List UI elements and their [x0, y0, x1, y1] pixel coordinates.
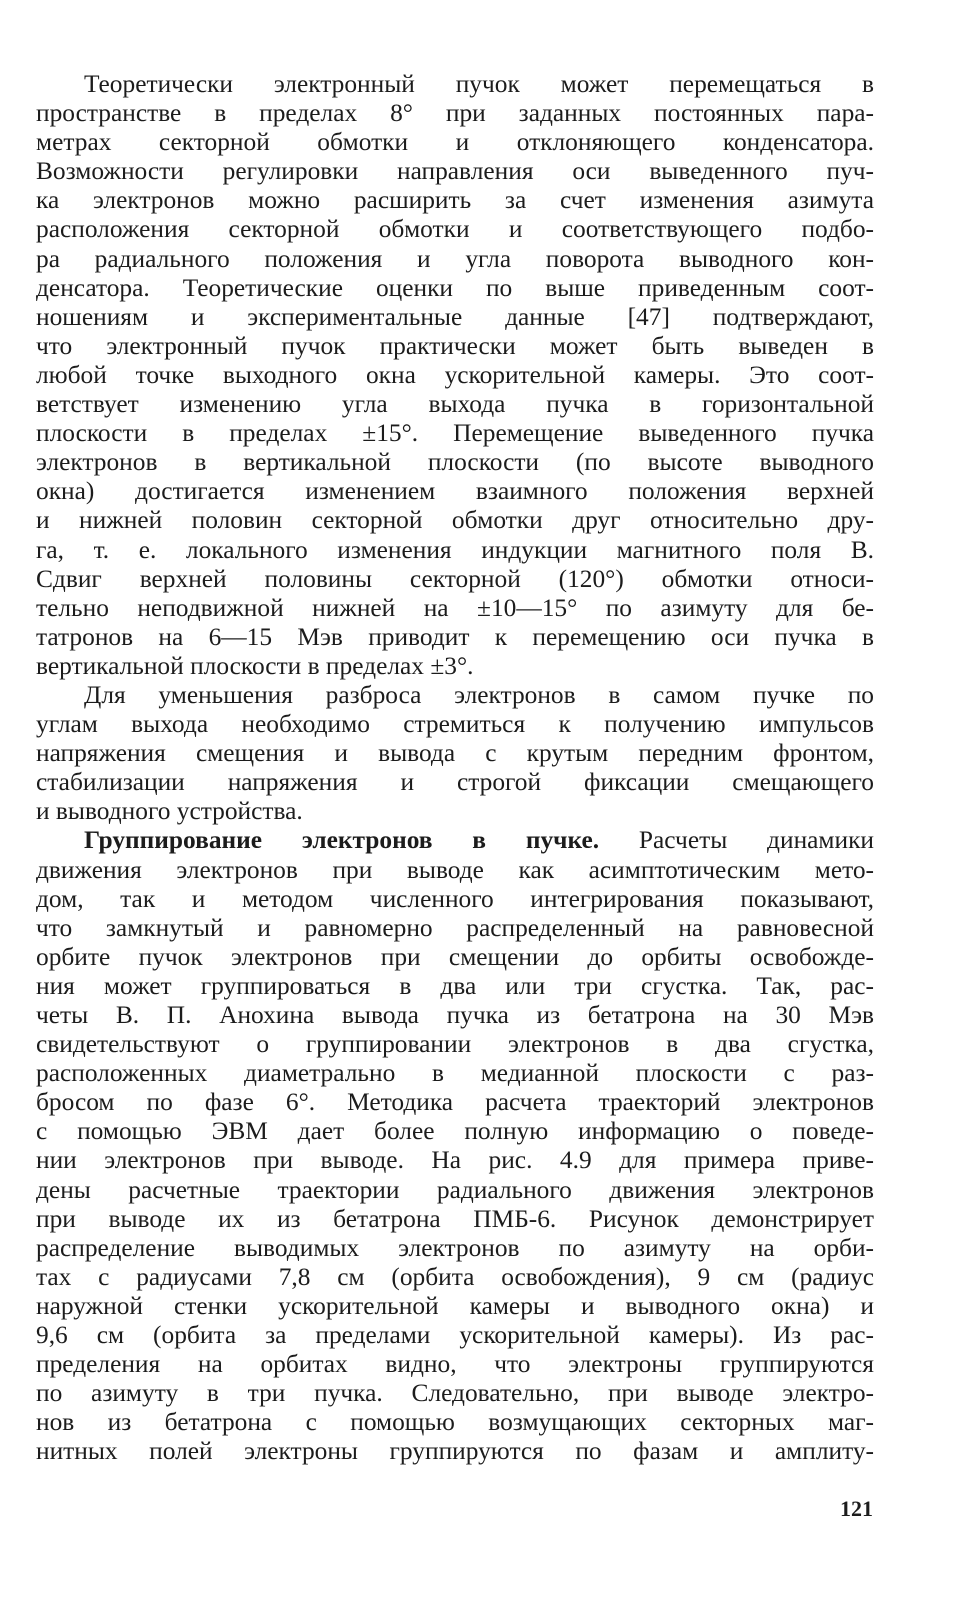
text-line: ка электронов можно расширить за счет изменения азимута — [36, 186, 874, 215]
text-line: напряжения смещения и вывода с крутым передним фронтом, — [36, 739, 874, 768]
text-line: вертикальной плоскости в пределах ±3°. — [36, 651, 474, 680]
text-line: 9,6 см (орбита за пределами ускорительной камеры). Из рас- — [36, 1321, 874, 1350]
text-line: бросом по фазе 6°. Методика расчета траекторий электронов — [36, 1088, 874, 1117]
text-line: тах с радиусами 7,8 см (орбита освобождения), 9 см (радиус — [36, 1262, 874, 1291]
text-line: Сдвиг верхней половины секторной (120°) обмотки относи- — [36, 564, 874, 593]
text-line: га, т. е. локального изменения индукции магнитного поля B. — [36, 535, 874, 564]
text-line: пространстве в пределах 8° при заданных постоянных пара- — [36, 99, 874, 128]
text-line: движения электронов при выводе как асимптотическим мето- — [36, 855, 874, 884]
text-line: что электронный пучок практически может быть выведен в — [36, 331, 874, 360]
text-line: четы В. П. Анохина вывода пучка из бетатрона на 30 Мэв — [36, 1001, 874, 1029]
text-line: плоскости в пределах ±15°. Перемещение выведенного пучка — [36, 419, 874, 448]
text-line: Возможности регулировки направления оси выведенного пуч- — [36, 157, 874, 186]
text-line: орбите пучок электронов при смещении до орбиты освобожде- — [36, 942, 874, 971]
text-line: расположенных диаметрально в медианной плоскости с раз- — [36, 1059, 874, 1088]
text-line: распределение выводимых электронов по азимуту на орби- — [36, 1233, 874, 1262]
text-line: ра радиального положения и угла поворота выводного кон- — [36, 244, 874, 273]
text-line: наружной стенки ускорительной камеры и выводного окна) и — [36, 1291, 874, 1320]
paragraph-first-line — [36, 826, 874, 855]
text-line: что замкнутый и равномерно распределенный на равновесной — [36, 913, 874, 942]
text-line: Для уменьшения разброса электронов в самом пучке по — [84, 680, 874, 709]
paragraph-beam-deflection — [36, 70, 874, 681]
text-line: ветствует изменению угла выхода пучка в горизонтальной — [36, 390, 874, 419]
text-line: нитных полей электроны группируются по фазам и амплиту- — [36, 1437, 874, 1466]
text-line: метрах секторной обмотки и отклоняющего конденсатора. — [36, 128, 874, 157]
text-line: татронов на 6—15 Мэв приводит к перемещению оси пучка в — [36, 622, 874, 651]
text-line: пределения на орбитах видно, что электроны группируются — [36, 1350, 874, 1379]
paragraph-spread-reduction — [36, 681, 874, 826]
text-line: свидетельствуют о группировании электронов в два сгустка, — [36, 1030, 874, 1059]
text-line: окна) достигается изменением взаимного положения верхней — [36, 477, 874, 506]
text-line: стабилизации напряжения и строгой фиксации смещающего — [36, 768, 874, 797]
text-line: ношениям и экспериментальные данные [47] подтверждают, — [36, 302, 874, 331]
text-line: любой точке выходного окна ускорительной камеры. Это соот- — [36, 360, 874, 389]
text-line: нии электронов при выводе. На рис. 4.9 для примера приве- — [36, 1146, 874, 1175]
section-heading: Группирование электронов в пучке. — [84, 826, 600, 855]
text-line: денсатора. Теоретические оценки по выше приведенным соот- — [36, 273, 874, 302]
text-line: тельно неподвижной нижней на ±10—15° по азимуту для бе- — [36, 593, 874, 622]
body-text — [36, 70, 874, 1467]
text-line: дом, так и методом численного интегрирования показывают, — [36, 884, 874, 913]
text-line: расположения секторной обмотки и соответствующего подбо- — [36, 215, 874, 244]
text-line: ния может группироваться в два или три сгустка. Так, рас- — [36, 971, 874, 1000]
text-line: дены расчетные траектории радиального движения электронов — [36, 1175, 874, 1204]
text-line: и выводного устройства. — [36, 797, 303, 826]
text-line: с помощью ЭВМ дает более полную информацию о поведе- — [36, 1117, 874, 1146]
text-line: нов из бетатрона с помощью возмущающих секторных маг- — [36, 1408, 874, 1437]
text-line: по азимуту в три пучка. Следовательно, при выводе электро- — [36, 1379, 874, 1408]
text-line: углам выхода необходимо стремиться к получению импульсов — [36, 710, 874, 739]
text-line: при выводе их из бетатрона ПМБ-6. Рисунок демонстрирует — [36, 1204, 874, 1233]
text-line: и нижней половин секторной обмотки друг относительно дру- — [36, 506, 874, 535]
page-number: 121 — [840, 1496, 873, 1521]
text-line: электронов в вертикальной плоскости (по высоте выводного — [36, 448, 874, 477]
paragraph-electron-grouping — [36, 826, 874, 1466]
heading-line-rest: Расчеты динамики — [638, 826, 874, 855]
text-line: Теоретически электронный пучок может перемещаться в — [84, 70, 874, 98]
